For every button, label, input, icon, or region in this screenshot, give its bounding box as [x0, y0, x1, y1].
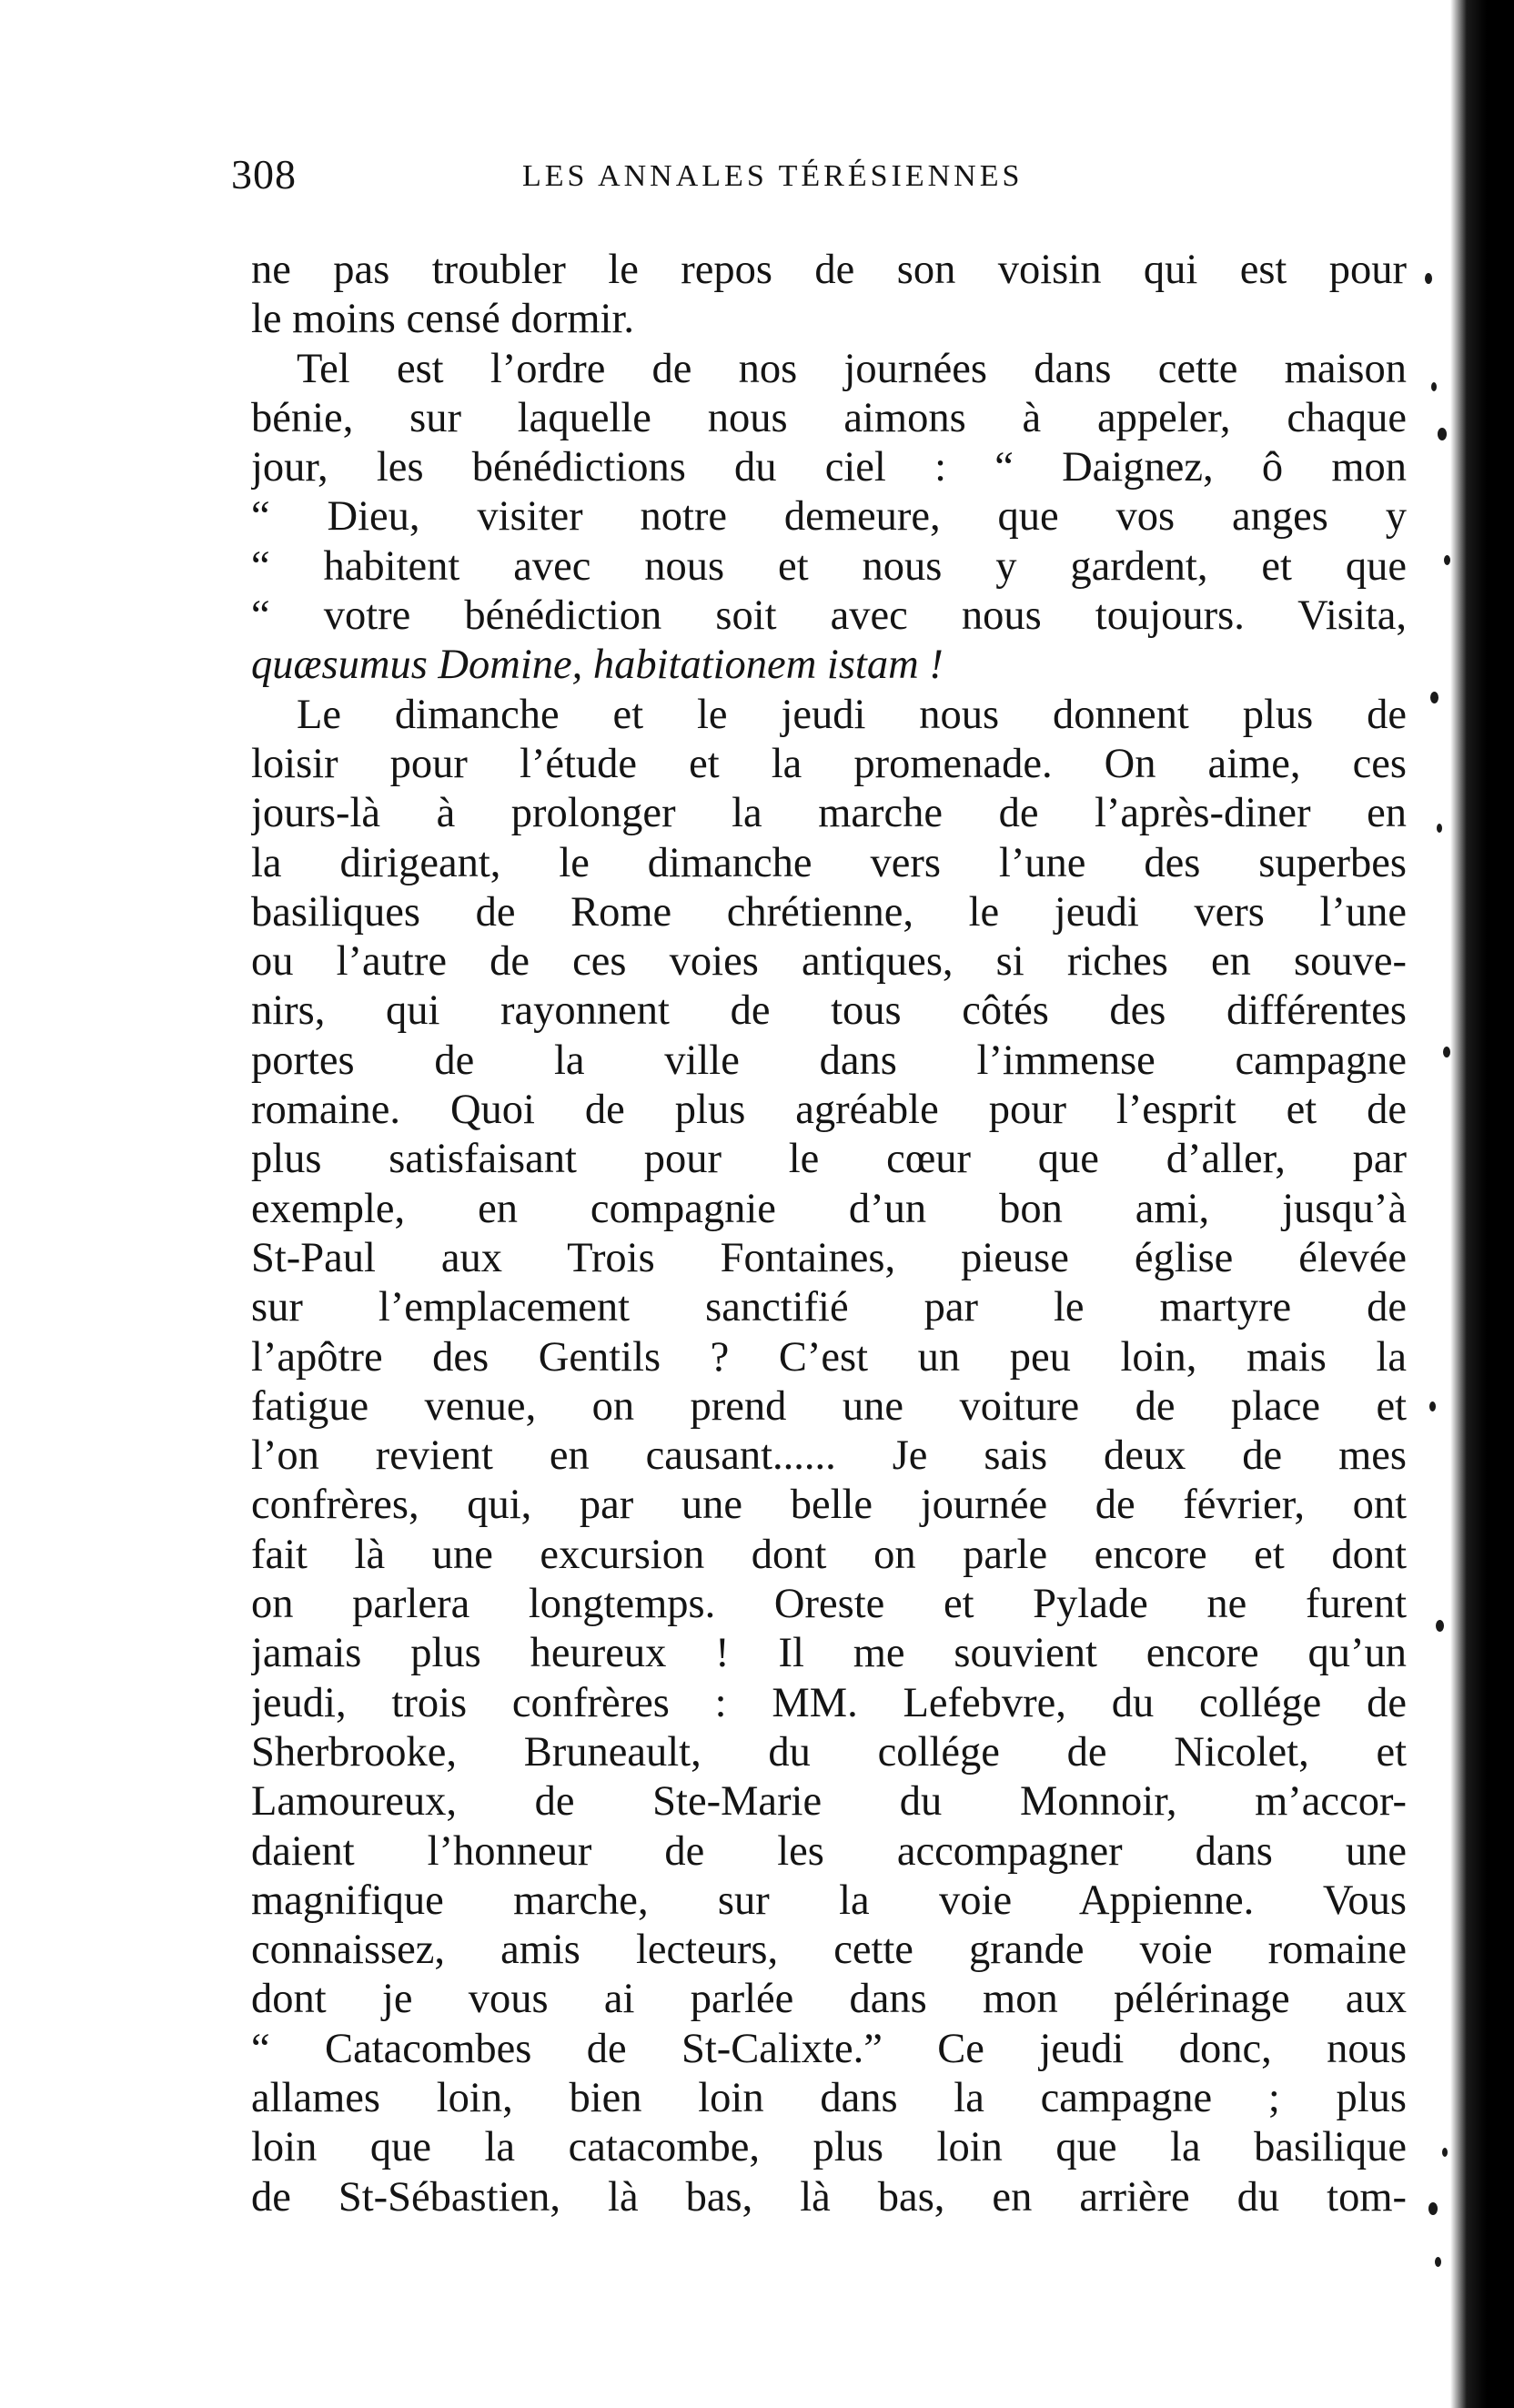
edge-speck: [1437, 824, 1442, 833]
text-line: romaine. Quoi de plus agréable pour l’esprit et de: [251, 1087, 1407, 1134]
text-line: exemple, en compagnie d’un bon ami, jusqu’à: [251, 1185, 1407, 1232]
text-line: “ Catacombes de St-Calixte.” Ce jeudi donc, nous: [251, 2025, 1407, 2072]
text-line: l’apôtre des Gentils ? C’est un peu loin, mais la: [251, 1333, 1407, 1381]
edge-speck: [1430, 692, 1438, 703]
text-line: jours-là à prolonger la marche de l’après-diner en: [251, 790, 1407, 837]
text-line: connaissez, amis lecteurs, cette grande voie romaine: [251, 1927, 1407, 1974]
text-line: confrères, qui, par une belle journée de février, ont: [251, 1482, 1407, 1529]
text-line: “ habitent avec nous et nous y gardent, et que: [251, 542, 1407, 590]
text-line: Le dimanche et le jeudi nous donnent plus de: [297, 691, 1407, 738]
page-edge-specks: [1425, 0, 1461, 2408]
text-line: ne pas troubler le repos de son voisin qui est pour: [251, 247, 1407, 293]
text-line: loisir pour l’étude et la promenade. On aime, ces: [251, 740, 1407, 787]
text-line: “ votre bénédiction soit avec nous toujours. Visita,: [251, 592, 1407, 640]
text-line: nirs, qui rayonnent de tous côtés des différentes: [251, 987, 1407, 1035]
running-head: LES ANNALES TÉRÉSIENNES: [522, 159, 1024, 193]
edge-speck: [1428, 2202, 1438, 2215]
edge-speck: [1444, 555, 1450, 565]
text-line: Sherbrooke, Bruneault, du collége de Nicolet, et: [251, 1728, 1407, 1776]
text-line: “ Dieu, visiter notre demeure, que vos anges y: [251, 493, 1407, 541]
page-header: [231, 150, 1105, 196]
text-line: le moins censé dormir.: [251, 296, 634, 343]
text-line: loin que la catacombe, plus loin que la basilique: [251, 2124, 1407, 2171]
text-line: sur l’emplacement sanctifié par le martyre de: [251, 1284, 1407, 1331]
edge-speck: [1435, 2257, 1441, 2267]
text-line: Lamoureux, de Ste-Marie du Monnoir, m’accor-: [251, 1778, 1407, 1826]
edge-speck: [1436, 1620, 1444, 1632]
text-line: fait là une excursion dont on parle encore et dont: [251, 1531, 1407, 1578]
text-line: bénie, sur laquelle nous aimons à appeler, chaque: [251, 394, 1407, 441]
text-line: la dirigeant, le dimanche vers l’une des superbes: [251, 839, 1407, 886]
edge-speck: [1425, 273, 1432, 284]
text-line: plus satisfaisant pour le cœur que d’aller, par: [251, 1136, 1407, 1183]
body-text: [251, 246, 1407, 2222]
text-line: portes de la ville dans l’immense campagne: [251, 1037, 1407, 1084]
edge-speck: [1431, 382, 1437, 391]
text-line: magnifique marche, sur la voie Appienne. Vous: [251, 1877, 1407, 1924]
text-line: St-Paul aux Trois Fontaines, pieuse église élevée: [251, 1234, 1407, 1281]
edge-speck: [1438, 428, 1447, 440]
text-line: ou l’autre de ces voies antiques, si riches en souve-: [251, 938, 1407, 986]
text-line: de St-Sébastien, là bas, là bas, en arrière du tom-: [251, 2173, 1407, 2221]
page-number: 308: [231, 151, 297, 197]
text-line: jamais plus heureux ! Il me souvient encore qu’un: [251, 1630, 1407, 1677]
text-line-italic: [251, 641, 1407, 690]
edge-speck: [1429, 1401, 1436, 1411]
text-line: jeudi, trois confrères : MM. Lefebvre, du collége de: [251, 1679, 1407, 1726]
text-line: fatigue venue, on prend une voiture de place et: [251, 1382, 1407, 1430]
text-line: Tel est l’ordre de nos journées dans cette maison: [297, 345, 1407, 392]
text-line: l’on revient en causant...... Je sais deux de mes: [251, 1432, 1407, 1480]
edge-speck: [1443, 1047, 1450, 1057]
text-line: basiliques de Rome chrétienne, le jeudi vers l’une: [251, 888, 1407, 936]
latin-quote: quæsumus Domine, habitationem istam !: [251, 642, 944, 689]
edge-speck: [1442, 2148, 1448, 2157]
text-line: allames loin, bien loin dans la campagne ; plus: [251, 2074, 1407, 2121]
text-line: jour, les bénédictions du ciel : “ Daignez, ô mon: [251, 444, 1407, 491]
text-line: daient l’honneur de les accompagner dans une: [251, 1827, 1407, 1875]
text-line: on parlera longtemps. Oreste et Pylade ne furent: [251, 1581, 1407, 1628]
text-line: dont je vous ai parlée dans mon pélérinage aux: [251, 1976, 1407, 2023]
